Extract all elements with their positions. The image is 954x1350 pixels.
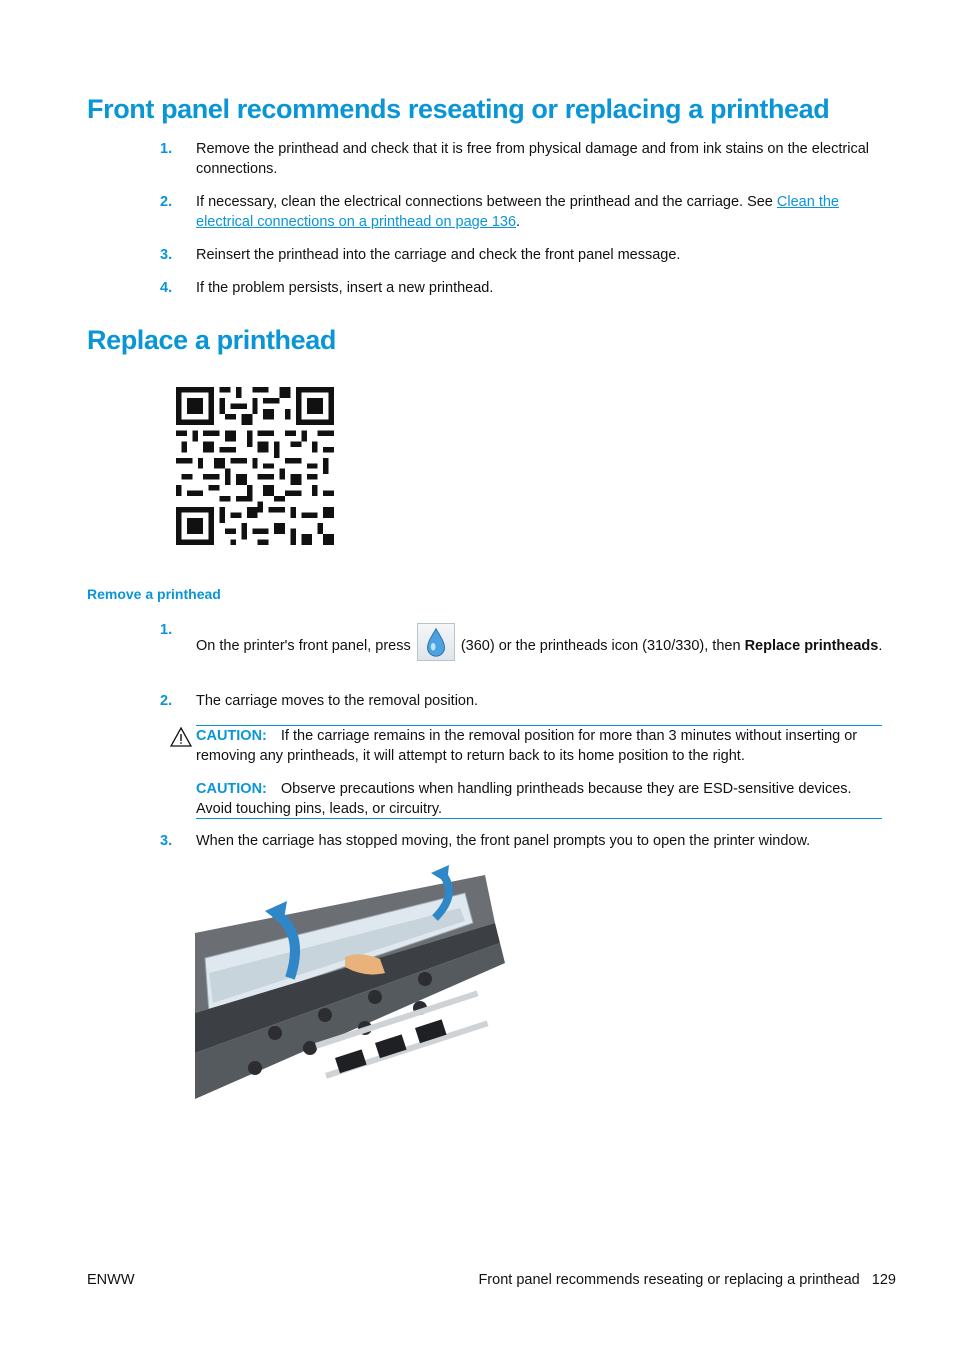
step-number: 3. — [160, 833, 173, 849]
step-number: 3. — [160, 247, 173, 263]
step-text — [196, 192, 886, 232]
step-text: Reinsert the printhead into the carriage and check the front panel message. — [196, 247, 681, 263]
footer-left: ENWW — [87, 1272, 135, 1288]
step-text-mid: (360) or the printheads icon (310/330), then — [460, 637, 741, 654]
step-number: 4. — [160, 280, 173, 296]
footer-title: Front panel recommends reseating or replacing a printhead — [478, 1272, 860, 1288]
clean-connections-link[interactable]: Clean the electrical connections on a printhead on page 136 — [196, 194, 839, 230]
caution-box — [196, 725, 882, 819]
step-text-before: If necessary, clean the electrical connections between the printhead and the carriage. See — [196, 194, 777, 210]
page-number: 129 — [871, 1272, 896, 1288]
caution-label: CAUTION: — [196, 728, 267, 744]
qr-code-icon — [176, 387, 334, 545]
ink-drop-icon — [417, 623, 455, 661]
caution-text: Observe precautions when handling printheads because they are ESD-sensitive devices. Avoid touching pins, leads, or circuitry. — [196, 781, 852, 817]
subsection-title: Remove a printhead — [87, 586, 221, 602]
caution-note — [196, 779, 882, 819]
section-title: Replace a printhead — [87, 325, 336, 355]
page-title: Front panel recommends reseating or replacing a printhead — [87, 94, 830, 124]
footer-right — [478, 1270, 896, 1290]
warning-icon — [170, 727, 192, 747]
step-text-after: . — [878, 637, 883, 654]
replace-printheads-label: Replace printheads — [744, 637, 879, 654]
step-text-before: On the printer's front panel, press — [196, 637, 411, 654]
step-text: When the carriage has stopped moving, the front panel prompts you to open the printer window. — [196, 833, 811, 849]
step-number: 2. — [160, 693, 173, 709]
caution-label: CAUTION: — [196, 781, 267, 797]
step-number: 1. — [160, 622, 173, 638]
step-text-after: . — [516, 214, 521, 230]
step-text: If the problem persists, insert a new printhead. — [196, 280, 494, 296]
step-number: 2. — [160, 194, 173, 210]
printer-window-photo — [195, 863, 505, 1099]
step-text: The carriage moves to the removal position. — [196, 693, 479, 709]
caution-note — [196, 726, 882, 766]
step-text: Remove the printhead and check that it is free from physical damage and from ink stains on the electrical connections. — [196, 141, 869, 177]
step-text — [196, 627, 886, 665]
caution-text: If the carriage remains in the removal position for more than 3 minutes without inserting or removing any printheads, it will attempt to return back to its home position to the right. — [196, 728, 858, 764]
step-number: 1. — [160, 141, 173, 157]
